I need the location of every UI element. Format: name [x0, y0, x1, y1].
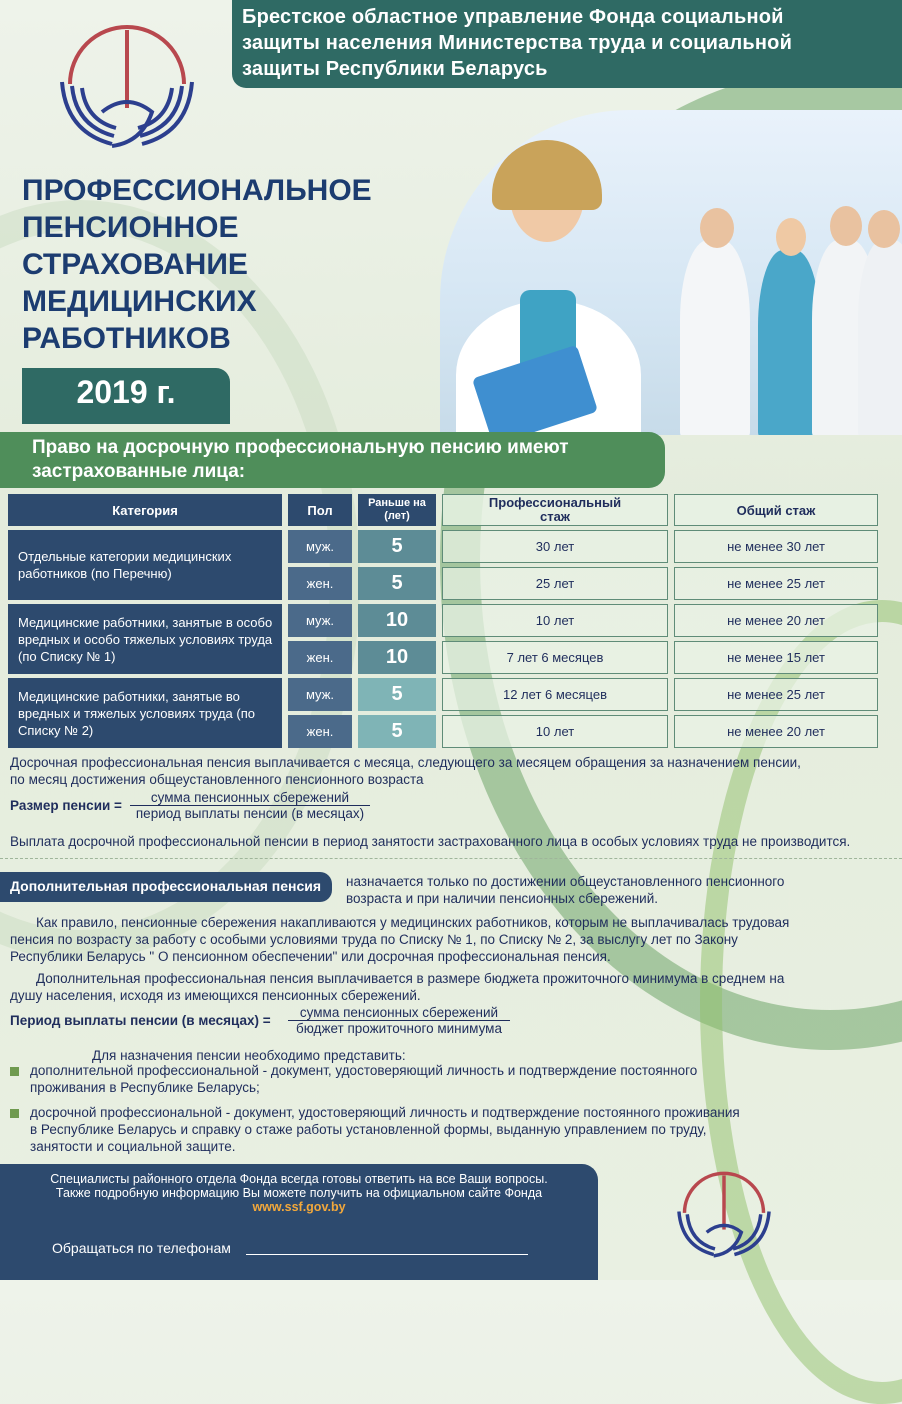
fund-logo-footer-icon	[672, 1168, 776, 1262]
phone-blank-line	[246, 1254, 528, 1255]
fund-logo-icon	[52, 22, 202, 152]
table-cell-sex: жен.	[288, 715, 352, 748]
payment-period-formula: сумма пенсионных сбережений бюджет прожиточного минимума	[288, 1005, 510, 1036]
table-header-category: Категория	[8, 494, 282, 526]
website-link[interactable]: www.ssf.gov.by	[252, 1200, 346, 1214]
table-header-professional-experience: Профессиональный стаж	[442, 494, 668, 526]
table-cell-early: 10	[358, 604, 436, 637]
table-category: Медицинские работники, занятые во вредных и тяжелых условиях труда (по Списку № 2)	[8, 678, 282, 748]
footer-info: Специалисты районного отдела Фонда всегда готовы ответить на все Ваши вопросы. Также подробную информацию Вы можете получить на официальном сайте Фонда www.ssf.gov.by	[0, 1172, 598, 1214]
table-cell-total: не менее 15 лет	[674, 641, 878, 674]
table-cell-total: не менее 25 лет	[674, 678, 878, 711]
table-cell-professional: 10 лет	[442, 715, 668, 748]
additional-pension-paragraph-1: Как правило, пенсионные сбережения накапливаются у медицинских работников, которым не выплачивалась трудовая пенсия по возрасту за работу с особыми условиями труда по Списку № 1, по Списку № 2, за выслугу лет по Закону Республики Беларусь " О пенсионном обеспечении" или досрочная профессиональная пенсия.	[10, 915, 790, 964]
table-category: Отдельные категории медицинских работников (по Перечню)	[8, 530, 282, 600]
page-title: ПРОФЕССИОНАЛЬНОЕ ПЕНСИОННОЕ СТРАХОВАНИЕ МЕДИЦИНСКИХ РАБОТНИКОВ	[22, 174, 372, 355]
documents-item-additional: дополнительной профессиональной - документ, удостоверяющий личность и подтверждение постоянного проживания в Республике Беларусь;	[30, 1063, 698, 1095]
table-cell-professional: 12 лет 6 месяцев	[442, 678, 668, 711]
table-cell-professional: 25 лет	[442, 567, 668, 600]
table-cell-professional: 30 лет	[442, 530, 668, 563]
table-cell-sex: муж.	[288, 530, 352, 563]
table-cell-sex: муж.	[288, 678, 352, 711]
table-cell-sex: жен.	[288, 641, 352, 674]
phone-label: Обращаться по телефонам	[52, 1240, 231, 1256]
table-category: Медицинские работники, занятые в особо вредных и особо тяжелых условиях труда (по Списку № 1)	[8, 604, 282, 674]
table-cell-early: 10	[358, 641, 436, 674]
bullet-icon	[10, 1067, 19, 1076]
table-cell-total: не менее 25 лет	[674, 567, 878, 600]
bullet-icon	[10, 1109, 19, 1118]
year-label: 2019 г.	[76, 374, 176, 410]
table-header-total-experience: Общий стаж	[674, 494, 878, 526]
table-header-sex: Пол	[288, 494, 352, 526]
table-cell-early: 5	[358, 715, 436, 748]
doctors-photo	[440, 110, 902, 435]
additional-pension-assigned: назначается только по достижении общеустановленного пенсионного возраста и при наличии пенсионных сбережений.	[346, 874, 785, 906]
pension-size-label: Размер пенсии =	[10, 798, 122, 813]
table-cell-early: 5	[358, 678, 436, 711]
table-cell-total: не менее 20 лет	[674, 715, 878, 748]
pension-size-formula: сумма пенсионных сбережений период выплаты пенсии (в месяцах)	[130, 790, 370, 821]
table-cell-professional: 7 лет 6 месяцев	[442, 641, 668, 674]
table-header-early: Раньше на (лет)	[358, 494, 436, 526]
table-cell-early: 5	[358, 567, 436, 600]
early-pension-not-paid-note: Выплата досрочной профессиональной пенсии в период занятости застрахованного лица в особых условиях труда не производится.	[10, 834, 851, 849]
additional-pension-label: Дополнительная профессиональная пенсия	[10, 878, 322, 894]
payment-period-label: Период выплаты пенсии (в месяцах) =	[10, 1013, 271, 1028]
organization-name: Брестское областное управление Фонда социальной защиты населения Министерства труда и социальной защиты Республики Беларусь	[242, 6, 793, 80]
rights-banner-text: Право на досрочную профессиональную пенсию имеют застрахованные лица:	[32, 437, 569, 482]
section-divider	[0, 858, 902, 859]
table-cell-total: не менее 20 лет	[674, 604, 878, 637]
table-cell-professional: 10 лет	[442, 604, 668, 637]
additional-pension-paragraph-2: Дополнительная профессиональная пенсия выплачивается в размере бюджета прожиточного минимума в среднем на душу населения, исходя из имеющихся пенсионных сбережений.	[10, 971, 785, 1003]
table-cell-total: не менее 30 лет	[674, 530, 878, 563]
table-cell-sex: жен.	[288, 567, 352, 600]
table-cell-sex: муж.	[288, 604, 352, 637]
documents-intro: Для назначения пенсии необходимо представить:	[92, 1048, 406, 1063]
table-cell-early: 5	[358, 530, 436, 563]
documents-item-early: досрочной профессиональной - документ, удостоверяющий личность и подтверждение постоянного проживания в Республике Беларусь и справку о стаже работы установленной формы, выданную управлением по труду, занятости и социальной защите.	[30, 1105, 740, 1154]
early-pension-paid-note: Досрочная профессиональная пенсия выплачивается с месяца, следующего за месяцем обращения за назначением пенсии, по месяц достижения общеустановленного пенсионного возраста	[10, 755, 801, 787]
